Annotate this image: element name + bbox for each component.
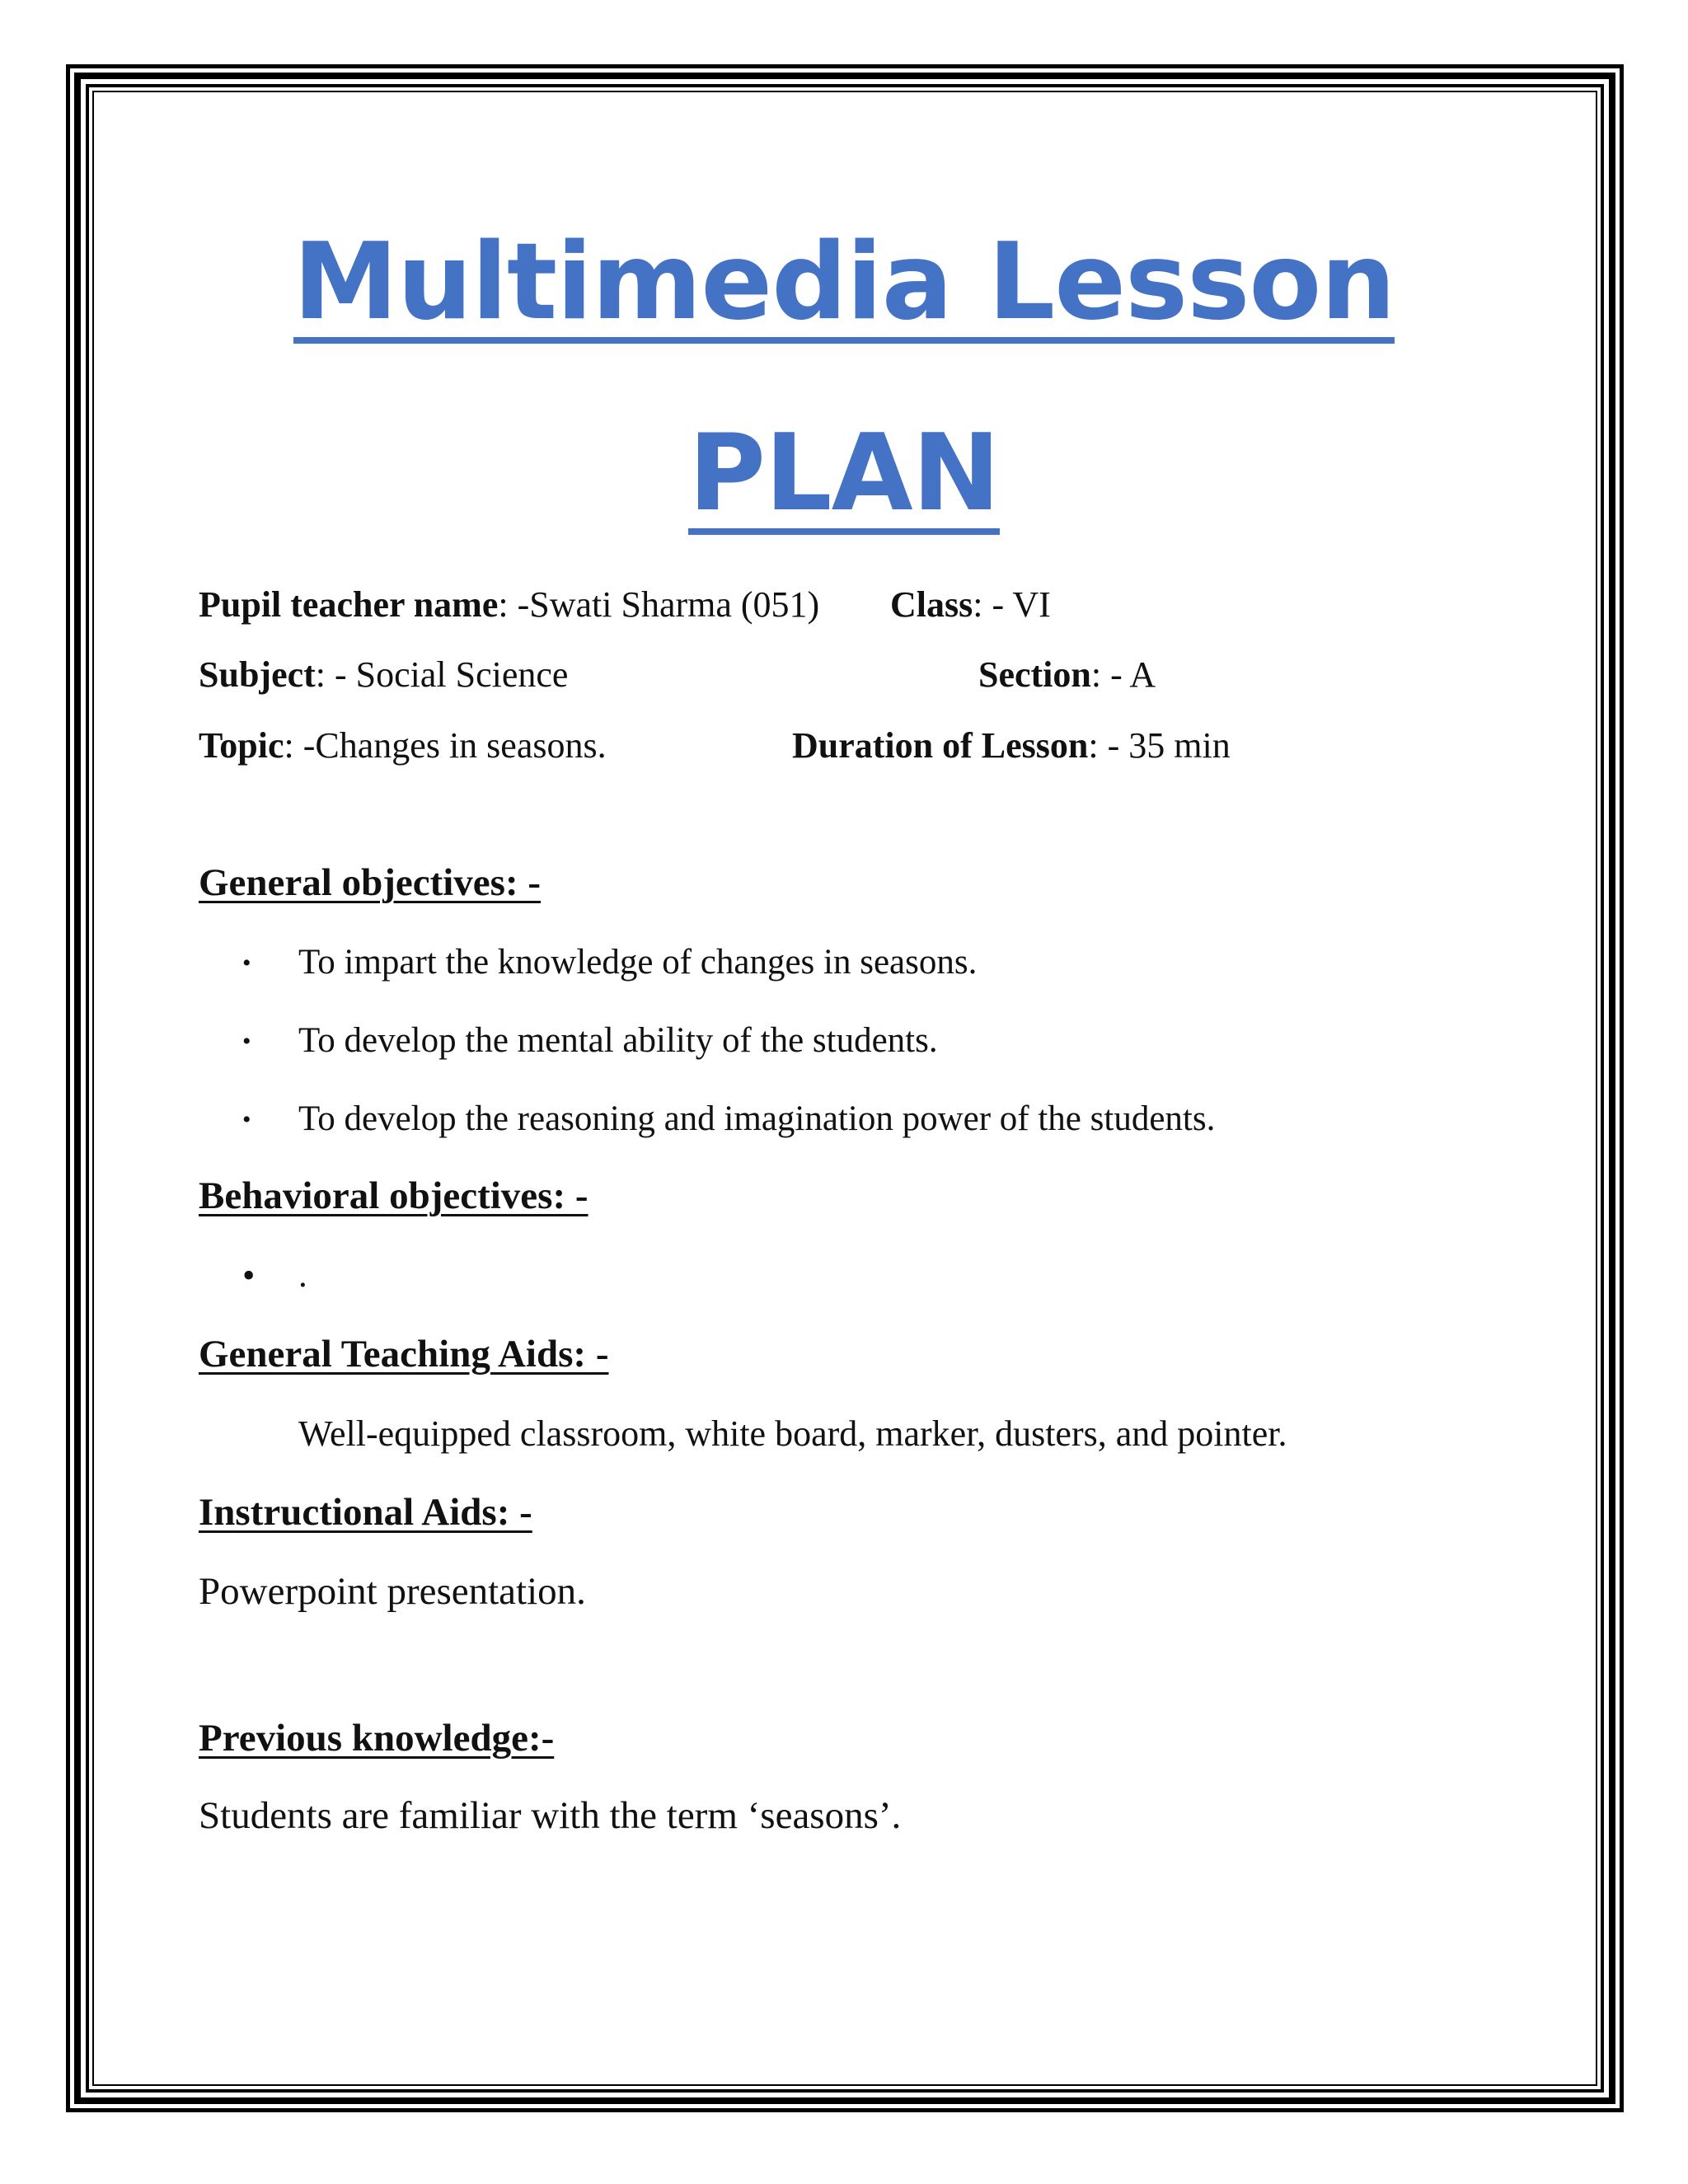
topic-value: : -Changes in seasons.	[284, 725, 607, 766]
class-value: : - VI	[973, 584, 1051, 625]
duration-value: : - 35 min	[1088, 725, 1231, 766]
section-line	[978, 654, 1156, 695]
behavioral-objectives-heading: Behavioral objectives: -	[199, 1174, 588, 1217]
previous-knowledge-heading: Previous knowledge:-	[199, 1717, 555, 1760]
section-label: Section	[978, 654, 1091, 695]
page-title-line-2	[0, 412, 1688, 535]
subject-value: : - Social Science	[315, 654, 569, 695]
general-teaching-aids-heading: General Teaching Aids: -	[199, 1333, 609, 1376]
section-value: : - A	[1090, 654, 1156, 695]
teacher-name-label: Pupil teacher name	[199, 584, 499, 625]
general-objectives-heading: General objectives: -	[199, 861, 542, 904]
instructional-aids-heading: Instructional Aids: -	[199, 1491, 532, 1534]
bullet-icon: •	[242, 1255, 256, 1296]
duration-line	[792, 725, 1231, 766]
previous-knowledge-text: Students are familiar with the term ‘seasons’.	[199, 1794, 902, 1837]
subject-label: Subject	[199, 654, 316, 695]
class-line	[890, 584, 1051, 625]
teacher-name-value: : -Swati Sharma (051)	[498, 584, 820, 625]
topic-line	[199, 725, 607, 766]
title-line-2-text: PLAN	[688, 412, 1000, 535]
subject-line	[199, 654, 569, 695]
instructional-aids-text: Powerpoint presentation.	[199, 1570, 586, 1613]
list-item-text: To develop the reasoning and imagination power of the students.	[298, 1099, 1216, 1138]
bullet-icon: •	[242, 949, 251, 977]
bullet-icon: •	[242, 1106, 251, 1133]
list-item-text: To impart the knowledge of changes in seasons.	[298, 943, 978, 982]
class-label: Class	[890, 584, 973, 625]
page-border-innermost	[92, 91, 1597, 2086]
general-teaching-aids-text: Well-equipped classroom, white board, marker, dusters, and pointer.	[298, 1413, 1287, 1454]
list-item-text: .	[298, 1256, 307, 1295]
teacher-name-line	[199, 584, 820, 625]
topic-label: Topic	[199, 725, 284, 766]
duration-label: Duration of Lesson	[792, 725, 1089, 766]
list-item-text: To develop the mental ability of the students.	[298, 1021, 938, 1060]
page-title-line-1	[0, 221, 1688, 344]
title-line-1-text: Multimedia Lesson	[293, 221, 1395, 344]
bullet-icon: •	[242, 1028, 251, 1055]
